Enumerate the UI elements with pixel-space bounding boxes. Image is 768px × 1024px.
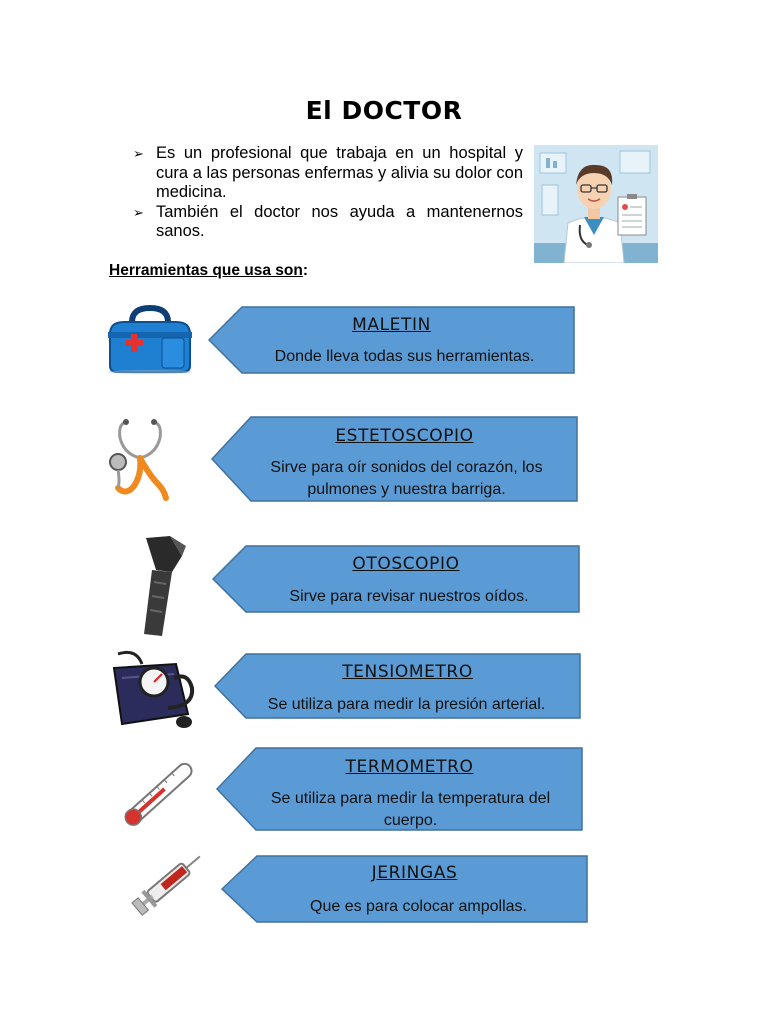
thermometer-icon <box>112 748 208 838</box>
tool-name: TERMOMETRO <box>345 757 474 777</box>
tool-card-otoscopio <box>212 545 580 613</box>
tool-card-jeringas <box>221 855 588 923</box>
tool-description: Donde lleva todas sus herramientas. <box>274 348 535 365</box>
tool-name: TENSIOMETRO <box>342 662 473 682</box>
tool-card-tensiometro <box>214 653 581 719</box>
bullet-text: Es un profesional que trabaja en un hospital y cura a las personas enfermas y alivia su dolor con medicina. <box>156 144 523 201</box>
tool-description: Se utiliza para medir la temperatura del cuerpo. <box>270 790 551 829</box>
tool-description: Que es para colocar ampollas. <box>310 898 527 915</box>
tools-subheading: Herramientas que usa son: <box>109 262 308 279</box>
arrow-bullet-icon: ➢ <box>133 204 144 220</box>
stethoscope-icon <box>106 414 176 504</box>
tool-name: JERINGAS <box>371 863 458 883</box>
tool-card-termometro <box>216 747 583 831</box>
tool-description: Sirve para revisar nuestros oídos. <box>289 588 529 605</box>
otoscope-icon <box>136 532 192 640</box>
syringe-icon <box>122 842 212 926</box>
bullet-item <box>133 144 523 203</box>
tool-description: Sirve para oír sonidos del corazón, los pulmones y nuestra barriga. <box>270 459 543 498</box>
intro-bullet-list <box>133 144 523 242</box>
tool-name: MALETIN <box>352 315 431 335</box>
tool-name: OTOSCOPIO <box>352 554 460 574</box>
page-title: El DOCTOR <box>305 96 463 125</box>
bullet-item <box>133 203 523 242</box>
medical-bag-icon <box>102 304 198 374</box>
arrow-bullet-icon: ➢ <box>133 146 144 161</box>
tool-description: Se utiliza para medir la presión arterial. <box>267 696 546 713</box>
tool-name: ESTETOSCOPIO <box>335 426 474 446</box>
tool-card-estetoscopio <box>211 416 578 502</box>
doctor-illustration <box>534 145 658 263</box>
bullet-text: También el doctor nos ayuda a mantenernos sanos. <box>156 202 523 240</box>
tool-card-maletin <box>208 306 575 374</box>
blood-pressure-monitor-icon <box>108 648 198 732</box>
